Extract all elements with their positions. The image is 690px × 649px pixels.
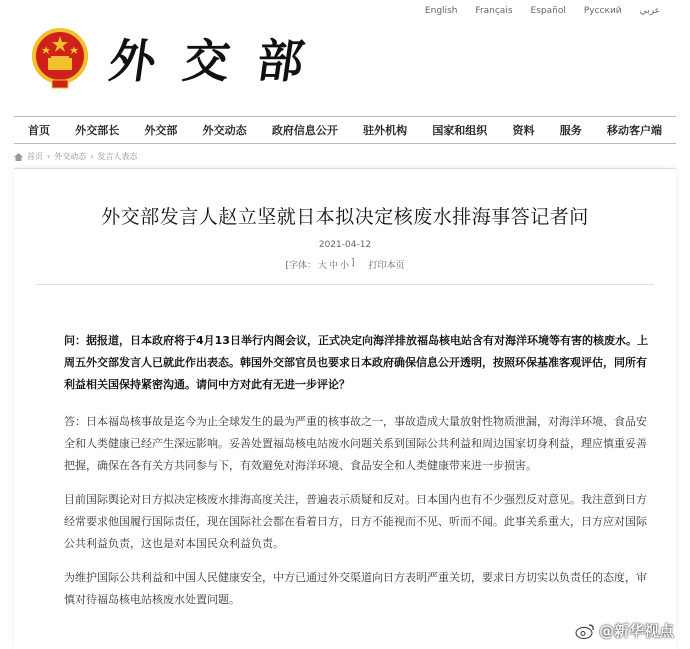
- main-nav: [14, 116, 676, 144]
- nav-missions[interactable]: 驻外机构: [363, 124, 408, 137]
- ministry-calligraphy-logo[interactable]: 外交部: [105, 34, 336, 88]
- nav-ministry[interactable]: 外交部: [144, 124, 178, 137]
- weibo-watermark: [575, 620, 674, 641]
- font-size-large[interactable]: 大: [317, 261, 327, 271]
- article-tools: [14, 258, 676, 271]
- article-answer-paragraph: 为维护国际公共利益和中国人民健康安全，中方已通过外交渠道向日方表明严重关切，要求日方切实以负责任的态度，审慎对待福岛核电站核废水处置问题。: [64, 571, 647, 606]
- font-size-label: [字体：: [285, 261, 316, 271]
- nav-minister[interactable]: 外交部长: [75, 124, 120, 137]
- watermark-text: @新华视点: [598, 622, 674, 640]
- lang-english[interactable]: English: [424, 6, 458, 16]
- home-icon: [14, 153, 23, 161]
- nav-resources[interactable]: 资料: [512, 124, 535, 137]
- nav-countries[interactable]: 国家和组织: [432, 124, 488, 137]
- national-emblem-icon[interactable]: [30, 26, 90, 90]
- language-bar: [425, 6, 660, 16]
- article-question: 问：据报道，日本政府将于4月13日举行内阁会议，正式决定向海洋排放福岛核电站含有对海洋环境等有害的核废水。上周五外交部发言人已就此作出表态。韩国外交部官员也要求日本政府确保信息公开透明，按照环保基准客观评估，同所有利益相关国保持紧密沟通。请问中方对此有无进一步评论？: [64, 334, 648, 391]
- font-size-medium[interactable]: 中: [328, 261, 338, 271]
- nav-home[interactable]: 首页: [28, 124, 50, 137]
- breadcrumb-spokesperson[interactable]: 发言人表态: [97, 152, 138, 161]
- lang-arabic[interactable]: عربي: [639, 6, 660, 16]
- breadcrumb-separator: ›: [90, 152, 94, 161]
- font-size-selector: [285, 258, 354, 271]
- font-size-close: ]: [351, 258, 355, 268]
- lang-spanish[interactable]: Español: [530, 6, 566, 16]
- print-page-link[interactable]: 打印本页: [368, 261, 405, 271]
- breadcrumb-separator: ›: [47, 152, 51, 161]
- article-answer-paragraph: 答：日本福岛核事故是迄今为止全球发生的最为严重的核事故之一，事故造成大量放射性物质泄漏，对海洋环境、食品安全和人类健康已经产生深远影响。妥善处置福岛核电站废水问题关系到国际公共利益和周边国家切身利益，理应慎重妥善把握，确保在各有关方共同参与下，有效避免对海洋环境、食品安全和人类健康带来进一步损害。: [64, 415, 647, 472]
- nav-mobile[interactable]: 移动客户端: [606, 124, 662, 137]
- divider: [36, 284, 654, 285]
- font-size-small[interactable]: 小: [340, 261, 350, 271]
- nav-news[interactable]: 外交动态: [202, 124, 247, 137]
- article-date: 2021-04-12: [318, 240, 372, 250]
- site-header: [14, 18, 676, 98]
- weibo-icon: [575, 623, 595, 639]
- lang-russian[interactable]: Русский: [583, 6, 622, 16]
- breadcrumb-news[interactable]: 外交动态: [54, 152, 87, 161]
- lang-french[interactable]: Français: [475, 6, 513, 16]
- article-title: 外交部发言人赵立坚就日本拟决定核废水排海事答记者问: [101, 206, 589, 228]
- nav-gov-info[interactable]: 政府信息公开: [271, 124, 338, 137]
- article-answer-paragraph: 目前国际舆论对日方拟决定核废水排海高度关注，普遍表示质疑和反对。日本国内也有不少强烈反对意见。我注意到日方经常要求他国履行国际责任，现在国际社会都在看着日方，日方不能视而不见、听而不闻。此事关系重大，日方应对国际公共利益负责，这也是对本国民众利益负责。: [64, 493, 647, 550]
- breadcrumb-home[interactable]: 首页: [27, 152, 43, 161]
- breadcrumb: [14, 151, 137, 162]
- nav-services[interactable]: 服务: [559, 124, 582, 137]
